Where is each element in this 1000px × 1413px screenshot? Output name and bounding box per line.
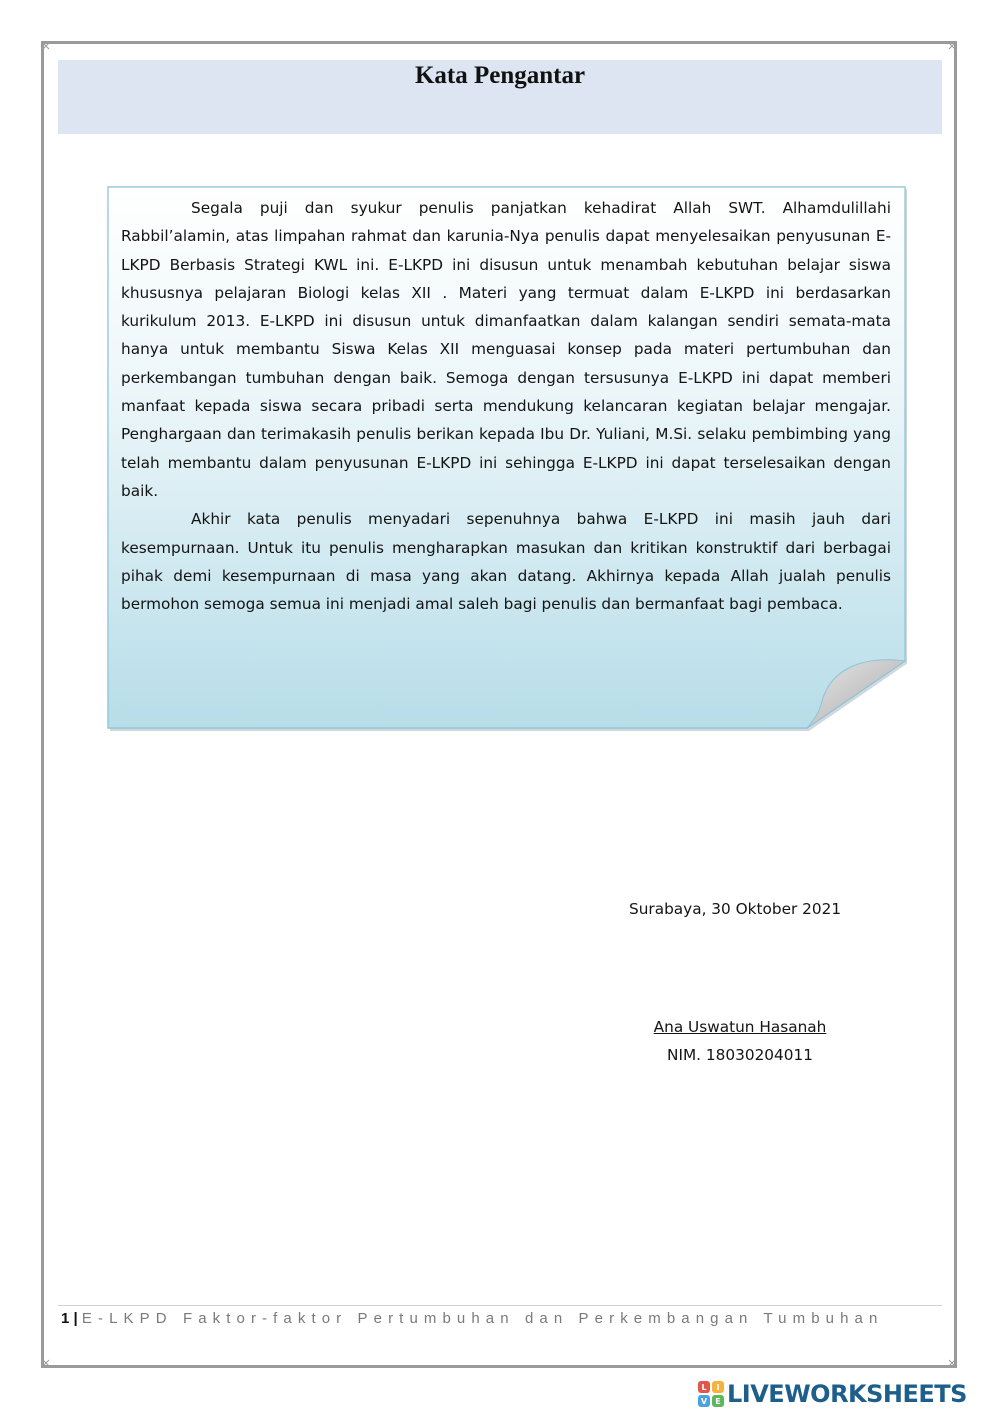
signer-nim: NIM. 18030204011	[667, 1046, 813, 1064]
place-date: Surabaya, 30 Oktober 2021	[629, 900, 842, 918]
brand-name: LIVEWORKSHEETS	[727, 1380, 967, 1408]
page-footer	[61, 1310, 883, 1327]
corner-mark-bottom-left	[41, 1358, 51, 1368]
footer-title: E-LKPD Faktor-faktor Pertumbuhan dan Perkembangan Tumbuhan	[81, 1310, 884, 1327]
corner-mark-bottom-right	[947, 1358, 957, 1368]
liveworksheets-watermark	[698, 1379, 967, 1409]
corner-mark-top-right	[947, 41, 957, 51]
corner-mark-top-left	[41, 41, 51, 51]
signer-name: Ana Uswatun Hasanah	[653, 1018, 827, 1036]
preface-paragraph: Segala puji dan syukur penulis panjatkan kehadirat Allah SWT. Alhamdulillahi Rabbil’alamin, atas limpahan rahmat dan karunia-Nya penulis dapat menyelesaikan penyusunan E-LKPD Berbasis Strategi KWL ini. E-LKPD ini disusun untuk menambah kebutuhan belajar siswa khususnya pelajaran Biologi kelas XII . Materi yang termuat dalam E-LKPD ini berdasarkan kurikulum 2013. E-LKPD ini disusun untuk dimanfaatkan dalam kalangan sendiri semata-mata hanya untuk membantu Siswa Kelas XII menguasai konsep pada materi pertumbuhan dan perkembangan tumbuhan dengan baik. Semoga dengan tersusunya E-LKPD ini dapat memberi manfaat kepada siswa secara pribadi serta mendukung kelancaran kegiatan belajar mengajar. Penghargaan dan terimakasih penulis berikan kepada Ibu Dr. Yuliani, M.Si. selaku pembimbing yang telah membantu dalam penyusunan E-LKPD ini sehingga E-LKPD ini dapat terselesaikan dengan baik.	[121, 199, 891, 500]
preface-paragraph: Akhir kata penulis menyadari sepenuhnya bahwa E-LKPD ini masih jauh dari kesempurnaan. Untuk itu penulis mengharapkan masukan dan kritikan konstruktif dari berbagai pihak demi kesempurnaan di masa yang akan datang. Akhirnya kepada Allah jualah penulis bermohon semoga semua ini menjadi amal saleh bagi penulis dan bermanfaat bagi pembaca.	[121, 510, 891, 614]
footer-divider	[58, 1305, 942, 1306]
liveworksheets-logo-icon: L I V E	[698, 1381, 724, 1407]
page-title: Kata Pengantar	[414, 62, 586, 89]
signature-block	[640, 1013, 840, 1069]
page-number: 1 |	[61, 1310, 78, 1327]
preface-body	[121, 194, 891, 618]
